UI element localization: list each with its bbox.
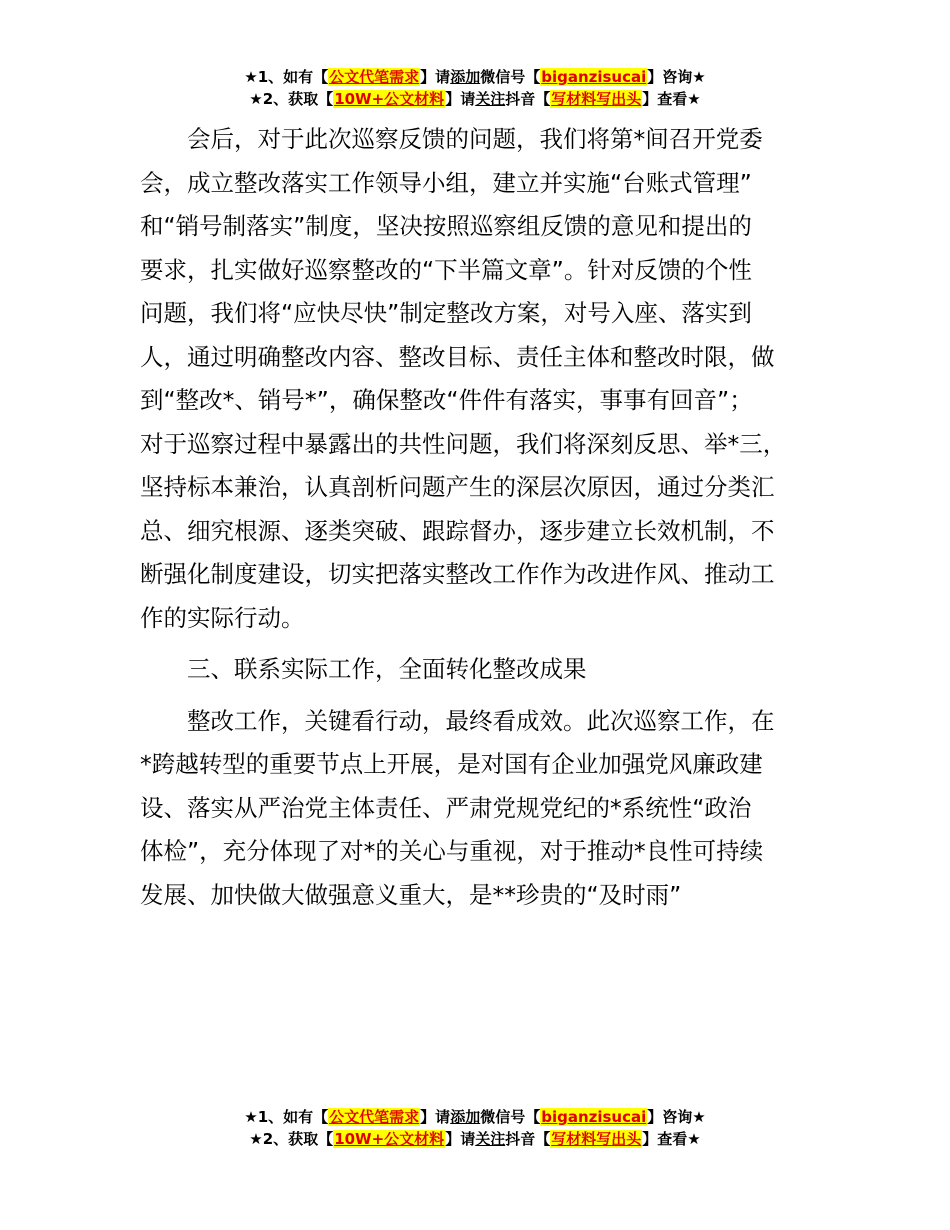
banner-underlined: 关注 (475, 90, 506, 108)
banner-text: 微信号【 (480, 68, 541, 86)
banner-text: 抖音【 (505, 1130, 551, 1148)
text-line: *跨越转型的重要节点上开展，是对国有企业加强党风廉政建 (140, 750, 763, 778)
text-line: 会后，对于此次巡察反馈的问题，我们将第*间召开党委 (187, 125, 763, 153)
banner-text: ★2、获取【 (249, 90, 334, 108)
banner-underlined: 关注 (475, 1130, 506, 1148)
banner-text: ★1、如有【 (244, 1108, 329, 1126)
banner-highlight: 写材料写出头 (551, 1130, 642, 1148)
banner-highlight: 10W+公文材料 (334, 1130, 445, 1148)
banner-text: ★1、如有【 (244, 68, 329, 86)
banner-text: 微信号【 (480, 1108, 541, 1126)
section-heading (140, 648, 820, 692)
banner-highlight: 公文代笔需求 (329, 1108, 420, 1126)
banner-text: ★2、获取【 (249, 1130, 334, 1148)
banner-highlight: 10W+公文材料 (334, 90, 445, 108)
text-line: 坚持标本兼治，认真剖析问题产生的深层次原因，通过分类汇 (140, 473, 775, 501)
paragraph-2 (140, 700, 820, 918)
banner-highlight: biganzisucai (541, 1108, 647, 1126)
text-line: 总、细究根源、逐类突破、跟踪督办，逐步建立长效机制，不 (140, 516, 775, 545)
banner-highlight: biganzisucai (541, 68, 647, 86)
banner-text: 】请 (420, 1108, 451, 1126)
text-line: 体检”，充分体现了对*的关心与重视，对于推动*良性可持续 (140, 837, 764, 865)
banner-highlight: 写材料写出头 (551, 90, 642, 108)
text-line: 对于巡察过程中暴露出的共性问题，我们将深刻反思、举*三， (140, 429, 787, 458)
banner-text: 】咨询★ (647, 1108, 706, 1126)
text-line: 断强化制度建设，切实把落实整改工作作为改进作风、推动工 (140, 560, 775, 588)
text-line: 和“销号制落实”制度，坚决按照巡察组反馈的意见和提出的 (140, 212, 752, 240)
banner-text: 抖音【 (505, 90, 551, 108)
banner-underlined: 添加 (450, 1108, 481, 1126)
banner-text: 】请 (445, 90, 476, 108)
banner-text: 】请 (420, 68, 451, 86)
text-line: 整改工作，关键看行动，最终看成效。此次巡察工作，在 (187, 706, 775, 735)
banner-line-1 (0, 1106, 950, 1128)
text-line: 到“整改*、销号*”，确保整改“件件有落实，事事有回音”； (140, 386, 753, 414)
banner-line-2 (0, 88, 950, 110)
banner-line-2 (0, 1128, 950, 1150)
banner-highlight: 公文代笔需求 (329, 68, 420, 86)
text-line: 要求，扎实做好巡察整改的“下半篇文章”。针对反馈的个性 (140, 255, 752, 284)
text-line: 问题，我们将“应快尽快”制定整改方案，对号入座、落实到 (140, 299, 752, 327)
text-line: 设、落实从严治党主体责任、严肃党规党纪的*系统性“政治 (140, 793, 752, 822)
banner-underlined: 添加 (450, 68, 481, 86)
text-line: 人，通过明确整改内容、整改目标、责任主体和整改时限，做 (140, 342, 775, 371)
text-line: 会，成立整改落实工作领导小组，建立并实施“台账式管理” (140, 168, 752, 197)
bottom-banner (0, 1106, 950, 1150)
banner-text: 】查看★ (642, 1130, 701, 1148)
top-banner (0, 66, 950, 110)
heading-text: 三、联系实际工作，全面转化整改成果 (187, 655, 587, 683)
document-body (140, 118, 820, 917)
text-line: 作的实际行动。 (140, 603, 305, 632)
banner-line-1 (0, 66, 950, 88)
banner-text: 】查看★ (642, 90, 701, 108)
text-line: 发展、加快做大做强意义重大，是**珍贵的“及时雨” (140, 880, 682, 909)
banner-text: 】咨询★ (647, 68, 706, 86)
paragraph-1 (140, 118, 820, 640)
banner-text: 】请 (445, 1130, 476, 1148)
